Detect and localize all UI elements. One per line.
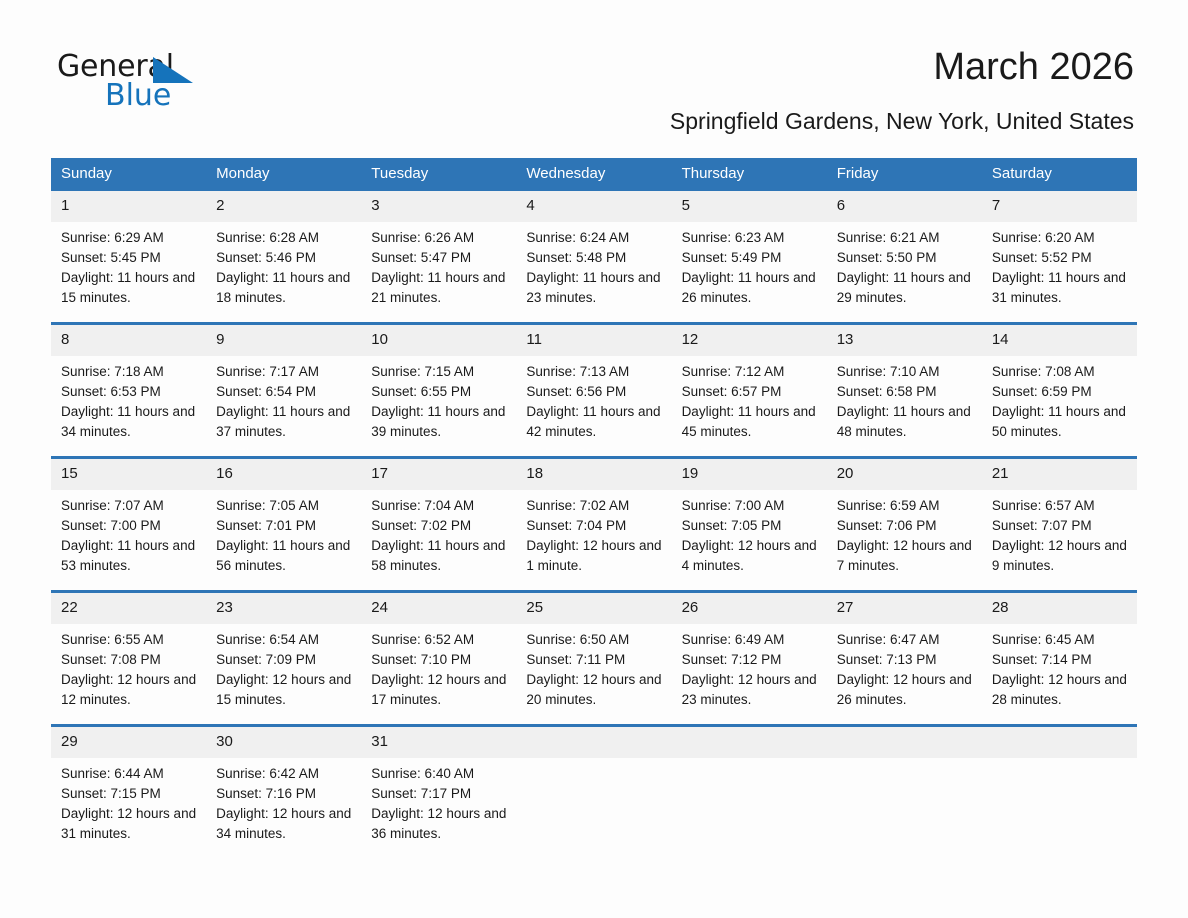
day-cell[interactable] (982, 458, 1137, 592)
sunset-text: Sunset: 7:09 PM (216, 652, 316, 667)
sunrise-text: Sunrise: 6:26 AM (371, 230, 475, 245)
day-info (516, 624, 671, 710)
daylight-text: Daylight: 12 hours and 23 minutes. (681, 672, 817, 707)
sunrise-text: Sunrise: 7:07 AM (61, 498, 164, 513)
sunrise-text: Sunrise: 7:12 AM (681, 364, 785, 379)
sunset-text: Sunset: 6:58 PM (836, 384, 937, 399)
day-cell[interactable] (516, 592, 671, 726)
day-info (206, 356, 361, 442)
sunrise-text: Sunrise: 6:57 AM (991, 498, 1095, 513)
sunset-text: Sunset: 7:07 PM (991, 518, 1092, 533)
day-number: 26 (672, 593, 827, 624)
sunset-text: Sunset: 5:52 PM (991, 250, 1092, 265)
weekday-header-thursday: Thursday (672, 158, 827, 191)
calendar-table (51, 158, 1137, 858)
day-info (361, 356, 516, 442)
page-subtitle: Springfield Gardens, New York, United States (669, 108, 1134, 134)
sunrise-text: Sunrise: 7:15 AM (371, 364, 475, 379)
day-info (982, 758, 1137, 764)
day-cell[interactable] (516, 191, 671, 324)
day-info (206, 490, 361, 576)
daylight-text: Daylight: 12 hours and 1 minute. (526, 538, 662, 573)
day-info (51, 758, 206, 844)
day-info (672, 490, 827, 576)
sunset-text: Sunset: 7:02 PM (371, 518, 472, 533)
calendar-header-row (51, 158, 1137, 191)
sunset-text: Sunset: 5:45 PM (61, 250, 161, 265)
day-cell-empty (827, 726, 982, 859)
day-cell[interactable] (206, 324, 361, 458)
sunset-text: Sunset: 5:46 PM (216, 250, 316, 265)
sunrise-text: Sunrise: 7:10 AM (836, 364, 940, 379)
page-header (0, 0, 1188, 134)
daylight-text: Daylight: 12 hours and 26 minutes. (836, 672, 972, 707)
week-row (51, 458, 1137, 592)
daylight-text: Daylight: 12 hours and 17 minutes. (371, 672, 507, 707)
day-number: 27 (827, 593, 982, 624)
week-row (51, 592, 1137, 726)
day-cell[interactable] (672, 324, 827, 458)
day-number: 16 (206, 459, 361, 490)
sunrise-text: Sunrise: 6:55 AM (61, 632, 164, 647)
day-cell[interactable] (361, 191, 516, 324)
day-cell-empty (672, 726, 827, 859)
week-row (51, 324, 1137, 458)
day-cell-empty (516, 726, 671, 859)
sunset-text: Sunset: 7:14 PM (991, 652, 1092, 667)
day-info (51, 490, 206, 576)
daylight-text: Daylight: 12 hours and 12 minutes. (61, 672, 197, 707)
day-number: 2 (206, 191, 361, 222)
day-info (982, 356, 1137, 442)
daylight-text: Daylight: 12 hours and 4 minutes. (681, 538, 817, 573)
sunset-text: Sunset: 5:48 PM (526, 250, 627, 265)
day-cell[interactable] (982, 592, 1137, 726)
day-number: 8 (51, 325, 206, 356)
daylight-text: Daylight: 11 hours and 15 minutes. (61, 270, 196, 305)
day-cell[interactable] (206, 726, 361, 859)
day-number: 18 (516, 459, 671, 490)
day-info (982, 222, 1137, 308)
day-info (982, 624, 1137, 710)
day-info (516, 356, 671, 442)
day-cell[interactable] (672, 458, 827, 592)
sunset-text: Sunset: 7:04 PM (526, 518, 627, 533)
sunrise-text: Sunrise: 7:02 AM (526, 498, 630, 513)
day-number: 15 (51, 459, 206, 490)
day-number: 25 (516, 593, 671, 624)
day-number: 20 (827, 459, 982, 490)
day-cell[interactable] (827, 592, 982, 726)
day-number: 1 (51, 191, 206, 222)
day-info (982, 490, 1137, 576)
daylight-text: Daylight: 12 hours and 20 minutes. (526, 672, 662, 707)
daylight-text: Daylight: 11 hours and 45 minutes. (681, 404, 816, 439)
day-number: 4 (516, 191, 671, 222)
daylight-text: Daylight: 12 hours and 9 minutes. (991, 538, 1127, 573)
sunrise-text: Sunrise: 7:18 AM (61, 364, 164, 379)
day-number: 29 (51, 727, 206, 758)
day-cell[interactable] (51, 592, 206, 726)
daylight-text: Daylight: 12 hours and 7 minutes. (836, 538, 972, 573)
sunrise-text: Sunrise: 7:13 AM (526, 364, 630, 379)
day-number (672, 727, 827, 758)
day-number: 10 (361, 325, 516, 356)
daylight-text: Daylight: 11 hours and 21 minutes. (371, 270, 506, 305)
day-info (516, 490, 671, 576)
day-info (206, 222, 361, 308)
daylight-text: Daylight: 12 hours and 36 minutes. (371, 806, 507, 841)
daylight-text: Daylight: 12 hours and 31 minutes. (61, 806, 197, 841)
sunrise-text: Sunrise: 6:23 AM (681, 230, 785, 245)
day-cell[interactable] (672, 191, 827, 324)
day-number: 31 (361, 727, 516, 758)
daylight-text: Daylight: 12 hours and 28 minutes. (991, 672, 1127, 707)
sunset-text: Sunset: 6:53 PM (61, 384, 161, 399)
day-number: 14 (982, 325, 1137, 356)
sunrise-text: Sunrise: 6:28 AM (216, 230, 319, 245)
daylight-text: Daylight: 11 hours and 34 minutes. (61, 404, 196, 439)
daylight-text: Daylight: 11 hours and 39 minutes. (371, 404, 506, 439)
day-number: 12 (672, 325, 827, 356)
daylight-text: Daylight: 11 hours and 50 minutes. (991, 404, 1126, 439)
day-number (516, 727, 671, 758)
sunset-text: Sunset: 5:50 PM (836, 250, 937, 265)
day-number: 9 (206, 325, 361, 356)
day-info (51, 624, 206, 710)
sunset-text: Sunset: 7:10 PM (371, 652, 472, 667)
day-info (827, 490, 982, 576)
day-info (361, 758, 516, 844)
day-number: 21 (982, 459, 1137, 490)
day-number: 19 (672, 459, 827, 490)
sunrise-text: Sunrise: 6:49 AM (681, 632, 785, 647)
sunset-text: Sunset: 6:59 PM (991, 384, 1092, 399)
sunrise-text: Sunrise: 6:20 AM (991, 230, 1095, 245)
day-info (827, 624, 982, 710)
daylight-text: Daylight: 11 hours and 53 minutes. (61, 538, 196, 573)
weekday-header-saturday: Saturday (982, 158, 1137, 191)
sunrise-text: Sunrise: 6:54 AM (216, 632, 319, 647)
daylight-text: Daylight: 11 hours and 42 minutes. (526, 404, 661, 439)
weekday-header-friday: Friday (827, 158, 982, 191)
sunrise-text: Sunrise: 6:40 AM (371, 766, 475, 781)
day-cell[interactable] (516, 458, 671, 592)
day-number: 3 (361, 191, 516, 222)
day-info (672, 356, 827, 442)
sunset-text: Sunset: 6:54 PM (216, 384, 316, 399)
sunset-text: Sunset: 6:55 PM (371, 384, 472, 399)
daylight-text: Daylight: 11 hours and 56 minutes. (216, 538, 351, 573)
weekday-header-sunday: Sunday (51, 158, 206, 191)
day-cell[interactable] (361, 458, 516, 592)
day-number (982, 727, 1137, 758)
daylight-text: Daylight: 12 hours and 34 minutes. (216, 806, 352, 841)
sunset-text: Sunset: 7:06 PM (836, 518, 937, 533)
day-cell[interactable] (361, 324, 516, 458)
logo-text-blue: Blue (105, 78, 172, 113)
day-cell[interactable] (51, 458, 206, 592)
day-info (361, 490, 516, 576)
sunset-text: Sunset: 7:15 PM (61, 786, 161, 801)
sunrise-text: Sunrise: 6:47 AM (836, 632, 940, 647)
day-number: 5 (672, 191, 827, 222)
sunset-text: Sunset: 7:16 PM (216, 786, 316, 801)
calendar-body (51, 191, 1137, 858)
day-info (827, 356, 982, 442)
week-row (51, 726, 1137, 859)
day-info (206, 624, 361, 710)
day-cell[interactable] (51, 324, 206, 458)
sunset-text: Sunset: 5:49 PM (681, 250, 782, 265)
sunset-text: Sunset: 7:08 PM (61, 652, 161, 667)
daylight-text: Daylight: 12 hours and 15 minutes. (216, 672, 352, 707)
day-cell[interactable] (206, 592, 361, 726)
day-number: 23 (206, 593, 361, 624)
day-cell-empty (982, 726, 1137, 859)
sunrise-text: Sunrise: 7:00 AM (681, 498, 785, 513)
sunrise-text: Sunrise: 6:44 AM (61, 766, 164, 781)
sunset-text: Sunset: 7:12 PM (681, 652, 782, 667)
daylight-text: Daylight: 11 hours and 29 minutes. (836, 270, 971, 305)
day-number: 11 (516, 325, 671, 356)
sunset-text: Sunset: 7:05 PM (681, 518, 782, 533)
sunrise-text: Sunrise: 7:17 AM (216, 364, 319, 379)
sunrise-text: Sunrise: 6:21 AM (836, 230, 940, 245)
weekday-header-tuesday: Tuesday (361, 158, 516, 191)
day-cell[interactable] (516, 324, 671, 458)
day-cell[interactable] (982, 191, 1137, 324)
day-info (672, 222, 827, 308)
daylight-text: Daylight: 11 hours and 18 minutes. (216, 270, 351, 305)
day-info (206, 758, 361, 844)
daylight-text: Daylight: 11 hours and 31 minutes. (991, 270, 1126, 305)
sunrise-text: Sunrise: 6:42 AM (216, 766, 319, 781)
sunrise-text: Sunrise: 6:45 AM (991, 632, 1095, 647)
day-cell[interactable] (982, 324, 1137, 458)
day-number: 7 (982, 191, 1137, 222)
week-row (51, 191, 1137, 324)
daylight-text: Daylight: 11 hours and 48 minutes. (836, 404, 971, 439)
sunrise-text: Sunrise: 6:59 AM (836, 498, 940, 513)
sunset-text: Sunset: 7:11 PM (526, 652, 626, 667)
day-cell[interactable] (51, 726, 206, 859)
sunrise-text: Sunrise: 7:08 AM (991, 364, 1095, 379)
sunrise-text: Sunrise: 6:50 AM (526, 632, 630, 647)
day-cell[interactable] (827, 458, 982, 592)
sunset-text: Sunset: 5:47 PM (371, 250, 472, 265)
page-title: March 2026 (933, 46, 1134, 88)
day-info (361, 222, 516, 308)
generalblue-logo (57, 49, 217, 114)
sunrise-text: Sunrise: 6:29 AM (61, 230, 164, 245)
daylight-text: Daylight: 11 hours and 37 minutes. (216, 404, 351, 439)
day-number: 28 (982, 593, 1137, 624)
day-cell[interactable] (672, 592, 827, 726)
sunset-text: Sunset: 7:00 PM (61, 518, 161, 533)
day-cell[interactable] (206, 458, 361, 592)
sunrise-text: Sunrise: 7:05 AM (216, 498, 319, 513)
day-info (51, 356, 206, 442)
day-number: 13 (827, 325, 982, 356)
day-number (827, 727, 982, 758)
day-number: 17 (361, 459, 516, 490)
day-info (827, 758, 982, 764)
day-info (51, 222, 206, 308)
sunrise-text: Sunrise: 7:04 AM (371, 498, 475, 513)
day-info (516, 222, 671, 308)
day-cell[interactable] (827, 324, 982, 458)
logo-text-general: General (57, 49, 174, 84)
day-number: 30 (206, 727, 361, 758)
day-info (672, 758, 827, 764)
sunset-text: Sunset: 6:57 PM (681, 384, 782, 399)
daylight-text: Daylight: 11 hours and 26 minutes. (681, 270, 816, 305)
day-cell[interactable] (361, 726, 516, 859)
weekday-header-wednesday: Wednesday (516, 158, 671, 191)
day-info (361, 624, 516, 710)
sunset-text: Sunset: 7:13 PM (836, 652, 937, 667)
day-cell[interactable] (827, 191, 982, 324)
day-info (672, 624, 827, 710)
sunrise-text: Sunrise: 6:24 AM (526, 230, 630, 245)
day-info (516, 758, 671, 764)
sunrise-text: Sunrise: 6:52 AM (371, 632, 475, 647)
sunset-text: Sunset: 7:17 PM (371, 786, 472, 801)
day-cell[interactable] (206, 191, 361, 324)
daylight-text: Daylight: 11 hours and 23 minutes. (526, 270, 661, 305)
daylight-text: Daylight: 11 hours and 58 minutes. (371, 538, 506, 573)
day-cell[interactable] (51, 191, 206, 324)
sunset-text: Sunset: 6:56 PM (526, 384, 627, 399)
sunset-text: Sunset: 7:01 PM (216, 518, 316, 533)
day-number: 22 (51, 593, 206, 624)
day-number: 6 (827, 191, 982, 222)
day-number: 24 (361, 593, 516, 624)
day-info (827, 222, 982, 308)
day-cell[interactable] (361, 592, 516, 726)
weekday-header-monday: Monday (206, 158, 361, 191)
